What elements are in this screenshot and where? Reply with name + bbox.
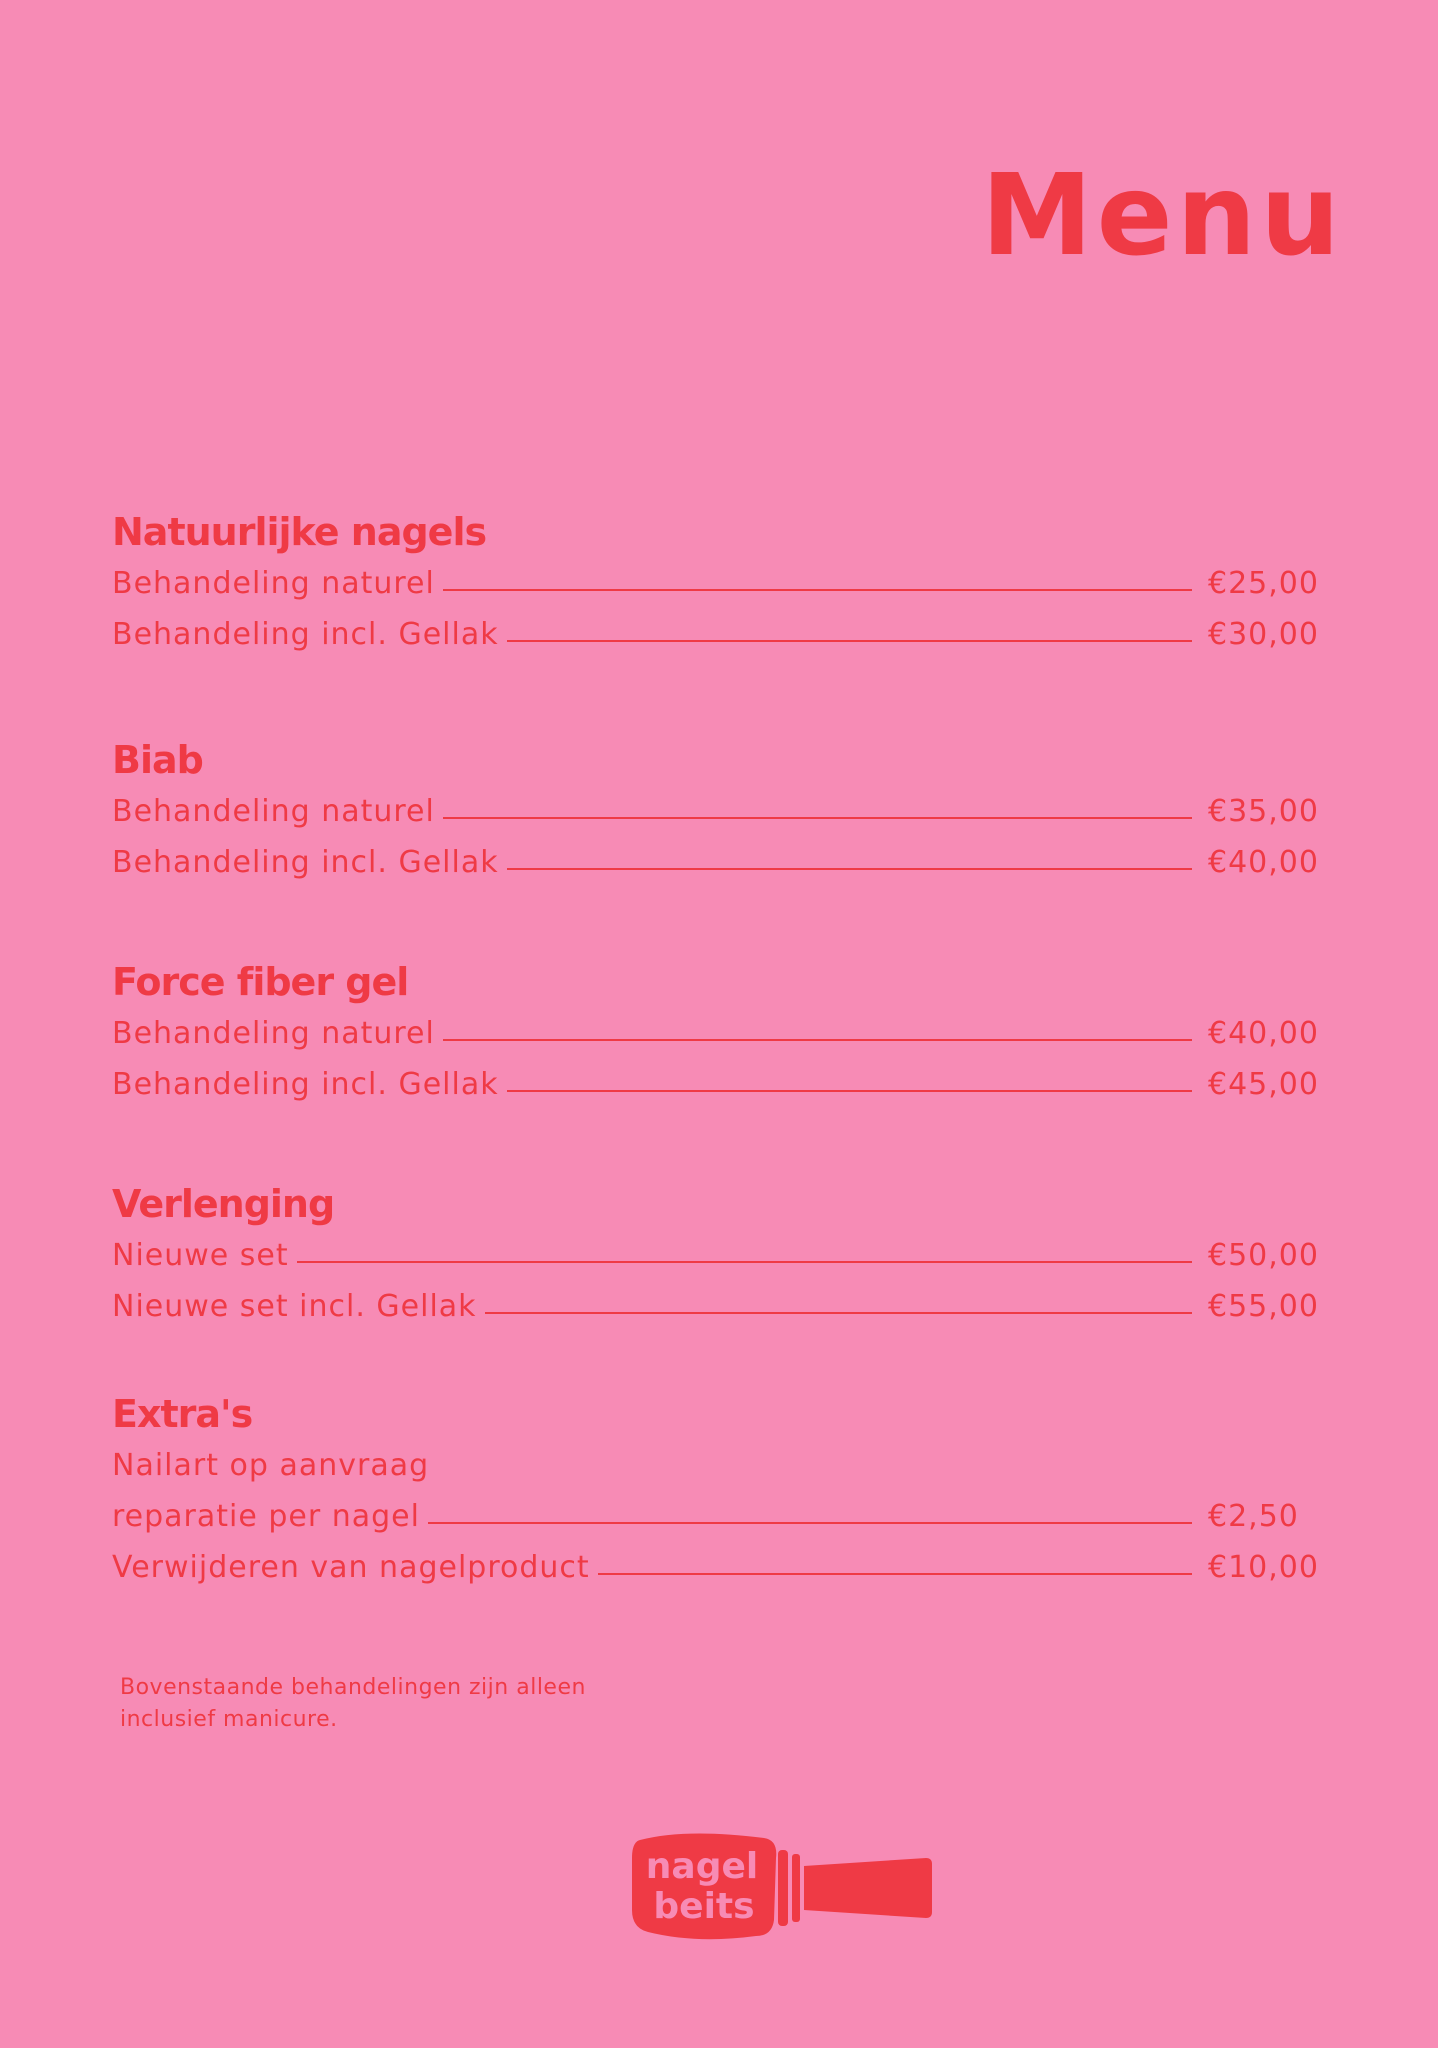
item-price: €2,50 (1208, 1499, 1299, 1534)
menu-item (112, 558, 1332, 609)
leader-line (428, 1522, 1192, 1524)
logo-text-line2: beits (653, 1886, 755, 1927)
section-heading: Natuurlijke nagels (112, 510, 487, 554)
item-name: Verwijderen van nagelproduct (112, 1550, 590, 1585)
menu-item (112, 609, 1332, 660)
item-name: Nailart op aanvraag (112, 1448, 430, 1483)
section-heading: Extra's (112, 1392, 253, 1436)
footnote: Bovenstaande behandelingen zijn alleen inclusief manicure. (120, 1675, 586, 1732)
menu-item (112, 1281, 1332, 1332)
leader-line (507, 640, 1192, 642)
item-name: Behandeling naturel (112, 1016, 435, 1051)
logo-text-line1: nagel (645, 1846, 759, 1887)
section-heading: Force fiber gel (112, 960, 409, 1004)
item-name: Behandeling naturel (112, 566, 435, 601)
nagel-beits-logo (626, 1828, 932, 1944)
item-price: €55,00 (1208, 1289, 1319, 1324)
section-heading: Biab (112, 738, 203, 782)
section-heading: Verlenging (112, 1182, 335, 1226)
leader-line (443, 1039, 1192, 1041)
item-name: Behandeling incl. Gellak (112, 1067, 499, 1102)
menu-item (112, 1440, 1332, 1491)
menu-item (112, 1542, 1332, 1593)
item-price: €40,00 (1208, 1016, 1319, 1051)
menu-item (112, 1491, 1332, 1542)
leader-line (507, 1090, 1192, 1092)
item-price: €35,00 (1208, 794, 1319, 829)
item-price: €45,00 (1208, 1067, 1319, 1102)
section-verlenging (112, 1178, 1332, 1332)
item-price: €50,00 (1208, 1238, 1319, 1273)
item-price: €30,00 (1208, 617, 1319, 652)
item-name: Behandeling incl. Gellak (112, 617, 499, 652)
item-price: €25,00 (1208, 566, 1319, 601)
menu-item (112, 837, 1332, 888)
leader-line (507, 868, 1192, 870)
menu-item (112, 1059, 1332, 1110)
menu-item (112, 786, 1332, 837)
section-biab (112, 734, 1332, 888)
leader-line (598, 1573, 1192, 1575)
section-extras (112, 1388, 1332, 1593)
page-title: Menu (981, 151, 1344, 281)
leader-line (443, 817, 1192, 819)
menu-item (112, 1230, 1332, 1281)
item-price: €40,00 (1208, 845, 1319, 880)
item-name: reparatie per nagel (112, 1499, 420, 1534)
section-natuurlijke-nagels (112, 506, 1332, 660)
item-name: Behandeling naturel (112, 794, 435, 829)
item-name: Behandeling incl. Gellak (112, 845, 499, 880)
menu-item (112, 1008, 1332, 1059)
section-force-fiber-gel (112, 956, 1332, 1110)
item-name: Nieuwe set (112, 1238, 289, 1273)
leader-line (485, 1312, 1192, 1314)
item-name: Nieuwe set incl. Gellak (112, 1289, 477, 1324)
leader-line (443, 589, 1192, 591)
leader-line (297, 1261, 1192, 1263)
item-price: €10,00 (1208, 1550, 1319, 1585)
